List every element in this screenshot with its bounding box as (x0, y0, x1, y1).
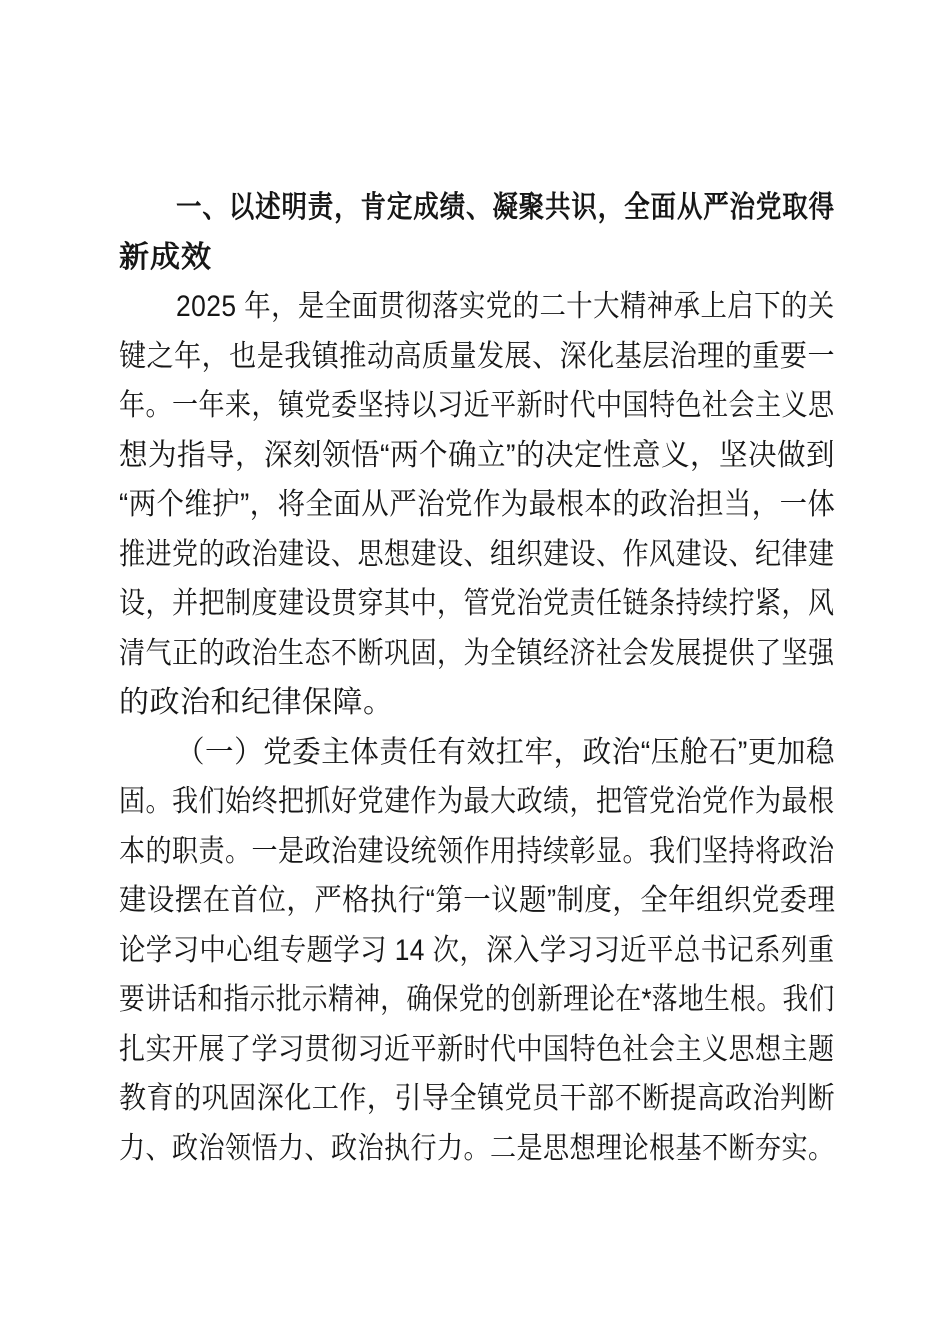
body-line (119, 530, 835, 580)
line-text: 键之年，也是我镇推动高质量发展、深化基层治理的重要一 (119, 339, 835, 373)
line-text: 2025 年，是全面贯彻落实党的二十大精神承上启下的关 (176, 290, 835, 323)
line-text: （一）党委主体责任有效扛牢，政治“压舱石”更加稳 (176, 735, 835, 769)
body-line (119, 678, 835, 728)
body-line (119, 1074, 835, 1124)
body-line (119, 777, 835, 827)
text-block (119, 183, 835, 1173)
body-line (119, 975, 835, 1025)
line-text: 教育的巩固深化工作，引导全镇党员干部不断提高政治判断 (119, 1082, 835, 1115)
line-text: 论学习中心组专题学习 14 次，深入学习习近平总书记系列重 (119, 933, 835, 967)
body-line (119, 1025, 835, 1075)
line-text: “两个维护”，将全面从严治党作为最根本的政治担当，一体 (119, 488, 836, 521)
body-line (119, 926, 835, 976)
line-text: 固。我们始终把抓好党建作为最大政绩，把管党治党作为最根 (119, 785, 835, 818)
line-text: 本的职责。一是政治建设统领作用持续彰显。我们坚持将政治 (119, 834, 835, 868)
body-line (119, 381, 835, 431)
line-text: 年。一年来，镇党委坚持以习近平新时代中国特色社会主义思 (119, 389, 835, 422)
line-text: 力、政治领悟力、政治执行力。二是思想理论根基不断夯实。 (119, 1131, 835, 1165)
body-line (119, 431, 835, 481)
body-line (119, 480, 835, 530)
body-line (119, 332, 835, 382)
line-text: 清气正的政治生态不断巩固，为全镇经济社会发展提供了坚强 (119, 636, 835, 670)
line-text: 要讲话和指示批示精神，确保党的创新理论在*落地生根。我们 (119, 983, 835, 1016)
line-text: 一、以述明责，肯定成绩、凝聚共识，全面从严治党取得 (176, 191, 835, 224)
body-line (119, 827, 835, 877)
line-text: 扎实开展了学习贯彻习近平新时代中国特色社会主义思想主题 (119, 1032, 835, 1066)
heading-line (119, 233, 835, 283)
line-text: 建设摆在首位，严格执行“第一议题”制度，全年组织党委理 (119, 884, 836, 917)
line-text: 的政治和纪律保障。 (119, 686, 394, 719)
body-line (119, 282, 835, 332)
heading-line (119, 183, 835, 233)
body-line (119, 1124, 835, 1174)
line-text: 新成效 (119, 240, 212, 274)
body-line (119, 876, 835, 926)
line-text: 想为指导，深刻领悟“两个确立”的决定性意义，坚决做到 (119, 438, 835, 472)
line-text: 设，并把制度建设贯穿其中，管党治党责任链条持续拧紧，风 (119, 587, 835, 620)
body-line (119, 629, 835, 679)
line-text: 推进党的政治建设、思想建设、组织建设、作风建设、纪律建 (119, 537, 835, 571)
body-line (119, 579, 835, 629)
body-line (119, 728, 835, 778)
